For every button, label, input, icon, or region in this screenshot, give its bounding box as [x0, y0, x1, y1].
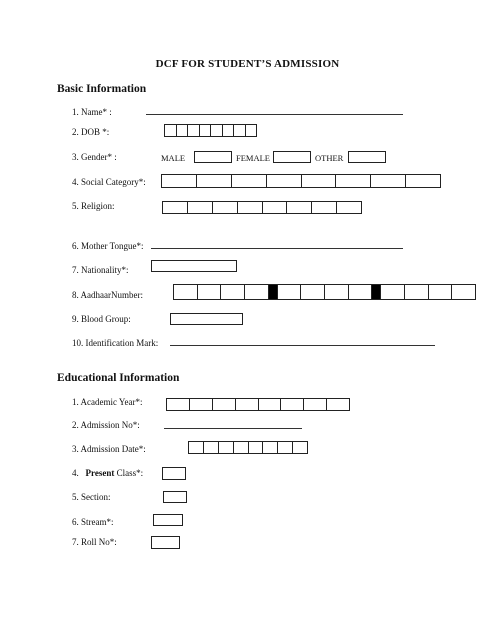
section-label: 5. Section:	[72, 492, 111, 502]
religion-cell[interactable]	[213, 202, 238, 213]
dob-cell[interactable]	[177, 125, 189, 136]
dob-label: 2. DOB *:	[72, 127, 110, 137]
aadhaar-cell[interactable]	[452, 285, 475, 299]
dob-cell[interactable]	[200, 125, 212, 136]
aadhaar-cell[interactable]	[405, 285, 429, 299]
gender-label: 3. Gender* :	[72, 152, 117, 162]
admission-date-cell[interactable]	[189, 442, 204, 453]
dob-cell[interactable]	[188, 125, 200, 136]
identification-mark-field[interactable]	[170, 345, 435, 346]
present-class-box[interactable]	[162, 467, 186, 480]
social-category-cell[interactable]	[232, 175, 267, 187]
gender-option-other: OTHER	[315, 153, 344, 163]
mother-tongue-label: 6. Mother Tongue*:	[72, 241, 144, 251]
social-category-label: 4. Social Category*:	[72, 177, 146, 187]
social-category-cell[interactable]	[302, 175, 337, 187]
roll-no-box[interactable]	[151, 536, 180, 549]
admission-no-label: 2. Admission No*:	[72, 420, 140, 430]
gender-female-box[interactable]	[273, 151, 311, 163]
dob-cell[interactable]	[211, 125, 223, 136]
nationality-label: 7. Nationality*:	[72, 265, 129, 275]
roll-no-label: 7. Roll No*:	[72, 537, 117, 547]
academic-year-cell[interactable]	[213, 399, 236, 410]
academic-year-cell[interactable]	[304, 399, 327, 410]
aadhaar-cell[interactable]	[198, 285, 222, 299]
admission-date-boxes[interactable]	[188, 441, 308, 454]
religion-label: 5. Religion:	[72, 201, 115, 211]
religion-cell[interactable]	[188, 202, 213, 213]
present-class-number: 4.	[72, 468, 86, 478]
social-category-cell[interactable]	[406, 175, 440, 187]
aadhaar-boxes[interactable]	[173, 284, 476, 300]
name-label: 1. Name* :	[72, 107, 112, 117]
social-category-cell[interactable]	[336, 175, 371, 187]
aadhaar-separator	[269, 285, 278, 299]
religion-cell[interactable]	[238, 202, 263, 213]
blood-group-box[interactable]	[170, 313, 243, 325]
aadhaar-cell[interactable]	[301, 285, 325, 299]
academic-year-cell[interactable]	[236, 399, 259, 410]
form-title: DCF FOR STUDENT’S ADMISSION	[155, 58, 340, 70]
aadhaar-cell[interactable]	[221, 285, 245, 299]
academic-year-cell[interactable]	[167, 399, 190, 410]
religion-boxes[interactable]	[162, 201, 362, 214]
social-category-cell[interactable]	[267, 175, 302, 187]
admission-date-cell[interactable]	[293, 442, 307, 453]
aadhaar-label: 8. AadhaarNumber:	[72, 290, 143, 300]
aadhaar-cell[interactable]	[245, 285, 269, 299]
religion-cell[interactable]	[263, 202, 288, 213]
present-class-rest: Class*:	[114, 468, 144, 478]
name-field[interactable]	[146, 114, 403, 115]
academic-year-cell[interactable]	[327, 399, 349, 410]
aadhaar-separator	[372, 285, 381, 299]
dob-boxes[interactable]	[164, 124, 257, 137]
aadhaar-cell[interactable]	[381, 285, 405, 299]
educational-info-heading: Educational Information	[57, 372, 180, 384]
blood-group-label: 9. Blood Group:	[72, 314, 131, 324]
social-category-cell[interactable]	[371, 175, 406, 187]
admission-no-field[interactable]	[164, 428, 302, 429]
religion-cell[interactable]	[312, 202, 337, 213]
section-box[interactable]	[163, 491, 187, 503]
aadhaar-cell[interactable]	[325, 285, 349, 299]
gender-option-female: FEMALE	[236, 153, 270, 163]
dob-cell[interactable]	[223, 125, 235, 136]
dob-cell[interactable]	[165, 125, 177, 136]
gender-male-box[interactable]	[194, 151, 232, 163]
aadhaar-cell[interactable]	[174, 285, 198, 299]
mother-tongue-field[interactable]	[151, 248, 403, 249]
academic-year-cell[interactable]	[190, 399, 213, 410]
present-class-bold: Present	[85, 468, 115, 478]
aadhaar-cell[interactable]	[278, 285, 302, 299]
admission-date-cell[interactable]	[278, 442, 293, 453]
social-category-cell[interactable]	[197, 175, 232, 187]
religion-cell[interactable]	[287, 202, 312, 213]
religion-cell[interactable]	[337, 202, 361, 213]
admission-date-cell[interactable]	[204, 442, 219, 453]
admission-date-cell[interactable]	[249, 442, 264, 453]
gender-other-box[interactable]	[348, 151, 386, 163]
aadhaar-cell[interactable]	[429, 285, 453, 299]
nationality-box[interactable]	[151, 260, 237, 272]
stream-box[interactable]	[153, 514, 183, 526]
identification-mark-label: 10. Identification Mark:	[72, 338, 159, 348]
present-class-label	[72, 468, 143, 478]
social-category-boxes[interactable]	[161, 174, 441, 188]
academic-year-boxes[interactable]	[166, 398, 350, 411]
academic-year-cell[interactable]	[281, 399, 304, 410]
academic-year-cell[interactable]	[259, 399, 282, 410]
aadhaar-cell[interactable]	[349, 285, 373, 299]
social-category-cell[interactable]	[162, 175, 197, 187]
admission-date-cell[interactable]	[263, 442, 278, 453]
dob-cell[interactable]	[246, 125, 257, 136]
admission-date-cell[interactable]	[234, 442, 249, 453]
academic-year-label: 1. Academic Year*:	[72, 397, 143, 407]
admission-date-cell[interactable]	[219, 442, 234, 453]
basic-info-heading: Basic Information	[57, 83, 147, 95]
religion-cell[interactable]	[163, 202, 188, 213]
admission-date-label: 3. Admission Date*:	[72, 444, 146, 454]
gender-option-male: MALE	[161, 153, 186, 163]
stream-label: 6. Stream*:	[72, 517, 114, 527]
dob-cell[interactable]	[234, 125, 246, 136]
